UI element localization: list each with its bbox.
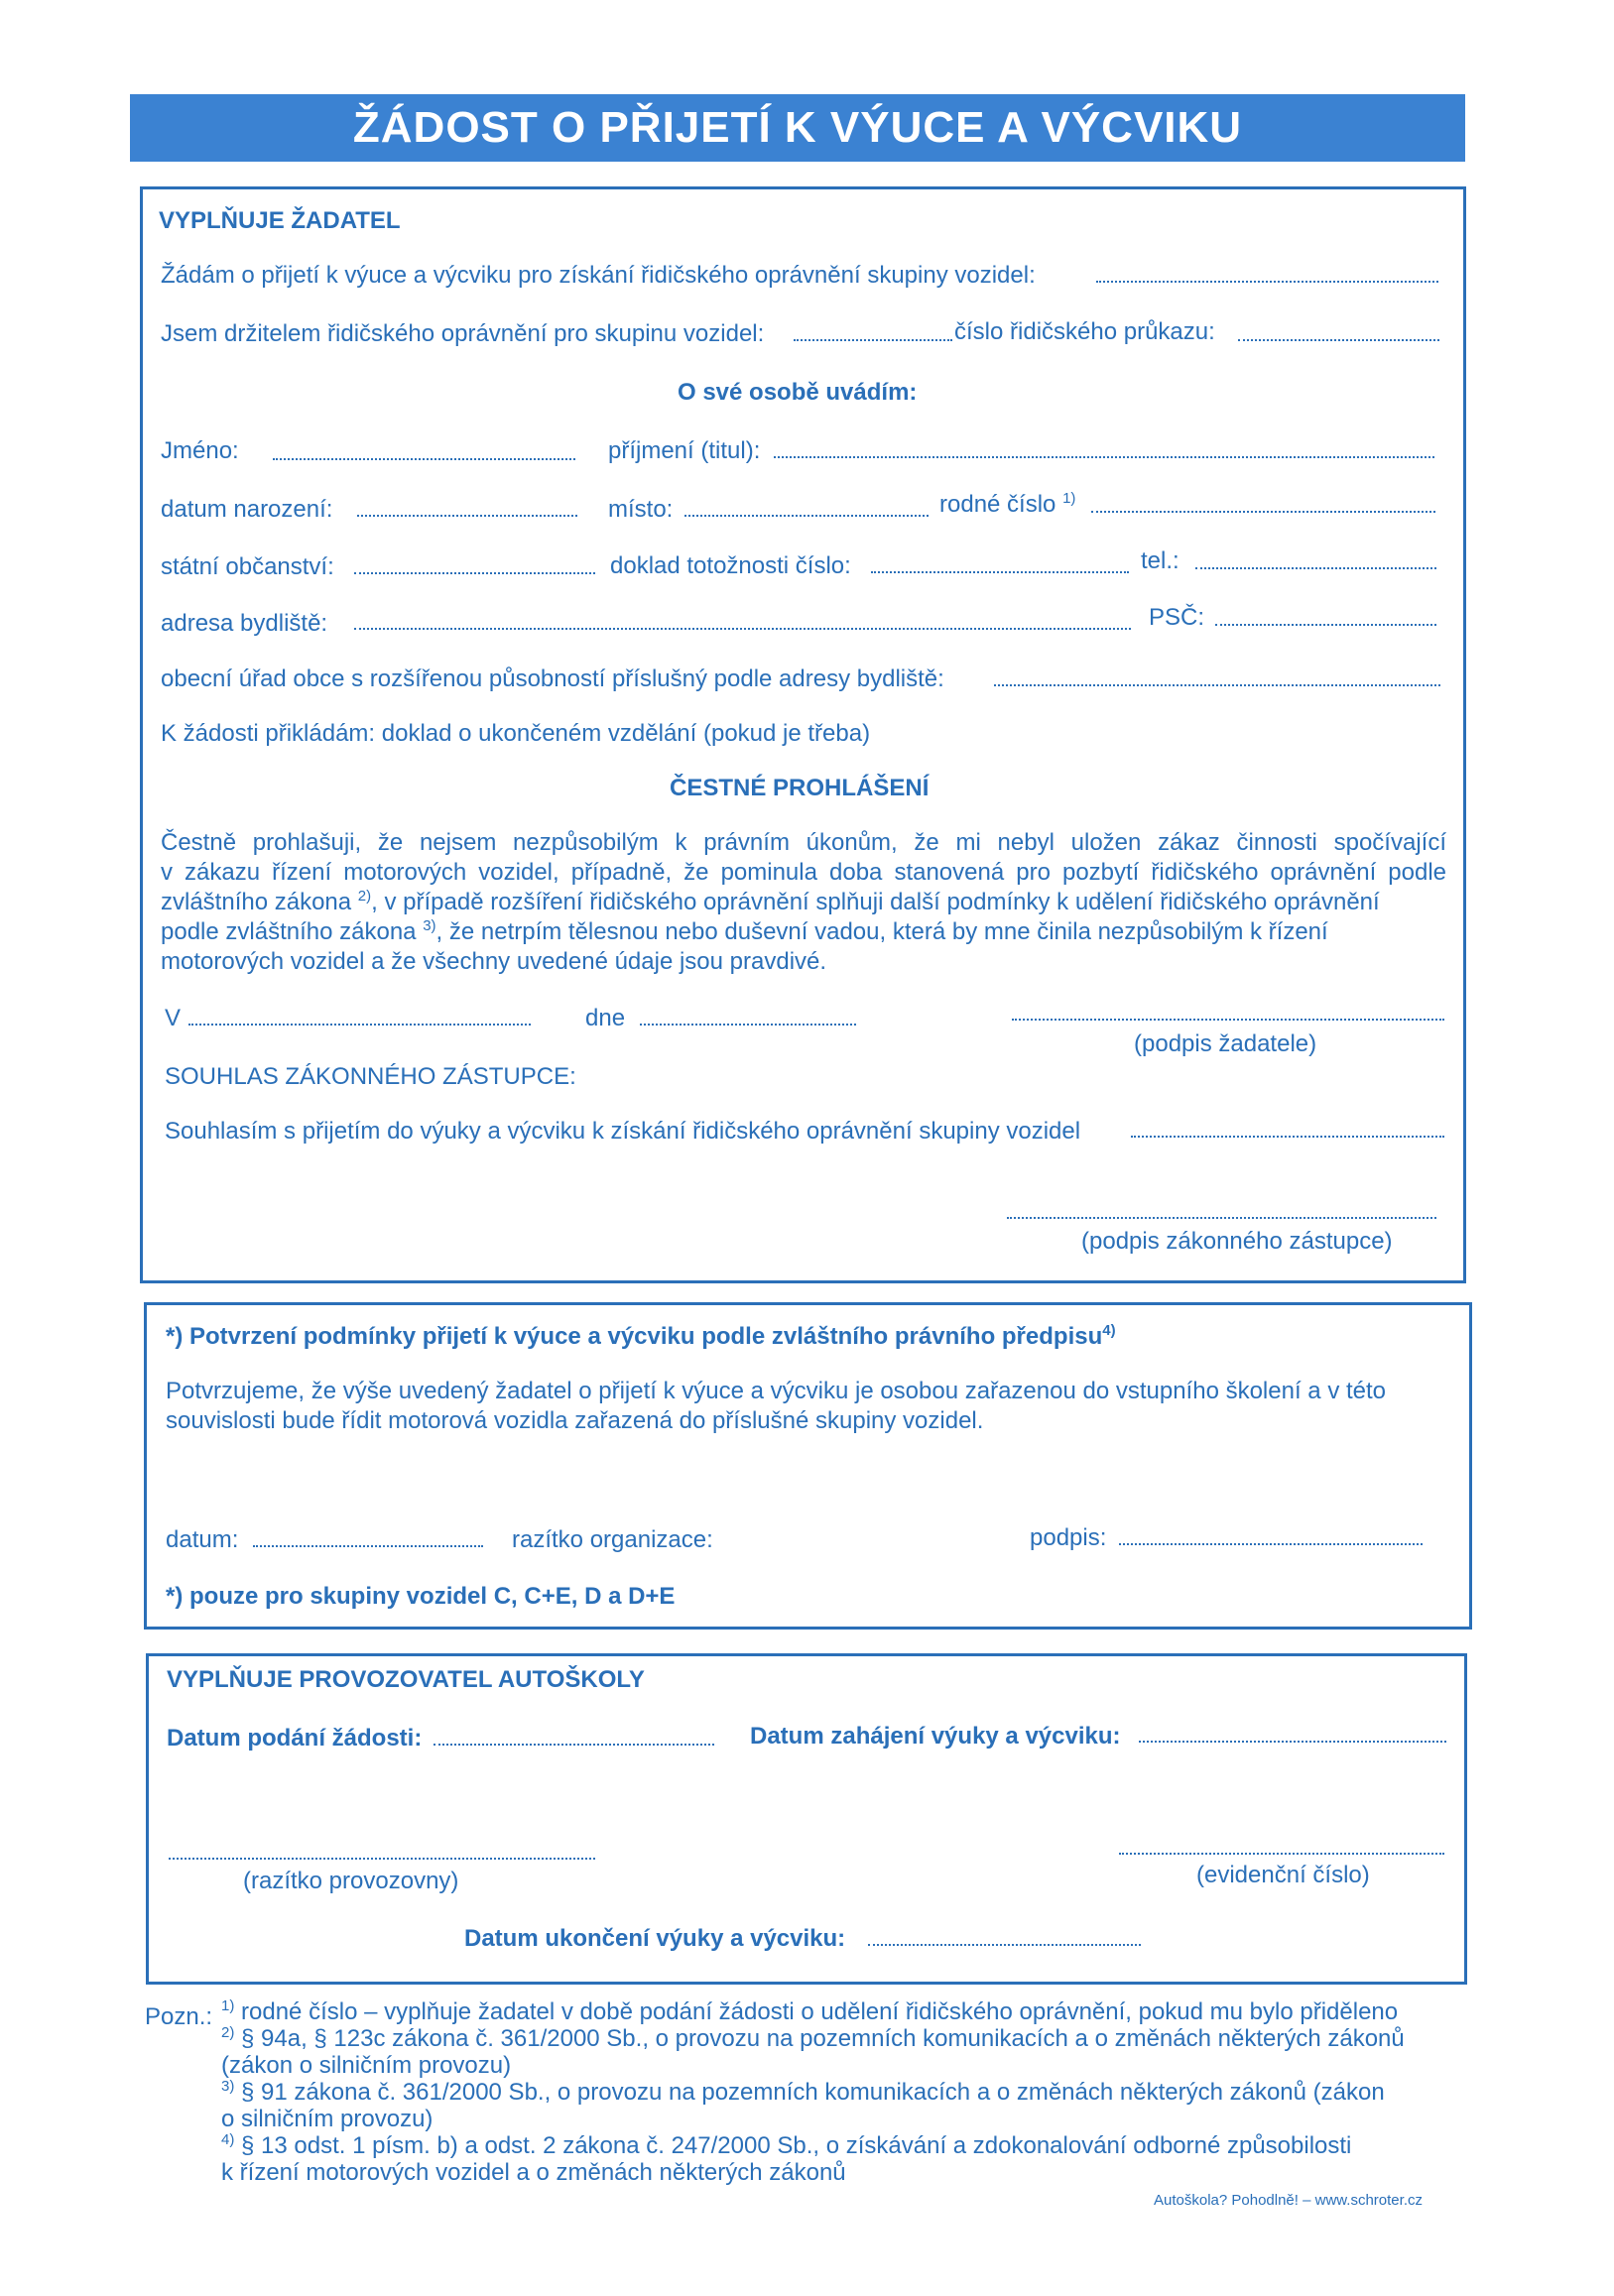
held-group-field[interactable] [794, 339, 952, 341]
note-3-cont: o silničním provozu) [221, 2106, 434, 2132]
guardian-signature-label: (podpis zákonného zástupce) [1081, 1228, 1393, 1255]
guardian-text: Souhlasím s přijetím do výuky a výcviku k získání řidičského oprávnění skupiny vozidel [165, 1118, 1081, 1145]
declaration-line-1: Čestně prohlašuji, že nejsem nezpůsobilým k právním úkonům, že mi nebyl uložen zákaz činnosti spočívající [161, 829, 1446, 856]
guardian-heading: SOUHLAS ZÁKONNÉHO ZÁSTUPCE: [165, 1063, 576, 1090]
postal-code-field[interactable] [1215, 624, 1436, 626]
personal-heading: O své osobě uvádím: [678, 379, 918, 406]
end-date-field[interactable] [868, 1944, 1141, 1946]
end-date-label: Datum ukončení výuky a výcviku: [464, 1925, 846, 1952]
submission-date-label: Datum podání žádosti: [167, 1725, 423, 1752]
municipal-office-field[interactable] [994, 684, 1440, 686]
note-1: $^{1)}$ rodné číslo – vyplňuje žadatel v době podání žádosti o udělení řidičského oprávnění, pokud mu bylo přiděleno [221, 1997, 1399, 2025]
surname-label: příjmení (titul): [608, 437, 761, 464]
confirmation-signature-field[interactable] [1119, 1543, 1423, 1545]
registry-number-field[interactable] [1119, 1853, 1444, 1855]
citizenship-field[interactable] [354, 572, 595, 574]
confirmation-signature-label: podpis: [1030, 1524, 1107, 1551]
postal-code-label: PSČ: [1149, 604, 1205, 631]
declaration-line-5: motorových vozidel a že všechny uvedené údaje jsou pravdivé. [161, 948, 827, 975]
address-label: adresa bydliště: [161, 610, 328, 637]
phone-label: tel.: [1141, 547, 1179, 574]
surname-field[interactable] [774, 456, 1434, 458]
place-field[interactable] [684, 515, 929, 517]
applicant-heading: VYPLŇUJE ŽADATEL [159, 207, 401, 234]
confirmation-footnote: *) pouze pro skupiny vozidel C, C+E, D a D+E [166, 1583, 676, 1610]
place-label: místo: [608, 496, 674, 523]
birth-number-field[interactable] [1091, 511, 1435, 513]
note-2-cont: (zákon o silničním provozu) [221, 2052, 512, 2079]
note-2: $^{2)}$ § 94a, § 123c zákona č. 361/2000 Sb., o provozu na pozemních komunikacích a o změnách některých zákonů [221, 2024, 1405, 2052]
school-stamp-label: (razítko provozovny) [243, 1868, 459, 1894]
note-3: $^{3)}$ § 91 zákona č. 361/2000 Sb., o provozu na pozemních komunikacích a o změnách některých zákonů (zákon [221, 2078, 1385, 2106]
school-heading: VYPLŇUJE PROVOZOVATEL AUTOŠKOLY [167, 1666, 645, 1693]
date-signed-label: dne [585, 1005, 626, 1031]
phone-field[interactable] [1195, 567, 1436, 569]
attachment-text: K žádosti přikládám: doklad o ukončeném vzdělání (pokud je třeba) [161, 720, 871, 747]
license-number-label: číslo řidičského průkazu: [954, 318, 1215, 345]
citizenship-label: státní občanství: [161, 553, 334, 580]
birth-date-field[interactable] [357, 515, 577, 517]
id-document-field[interactable] [871, 571, 1129, 573]
confirmation-text-line-1: Potvrzujeme, že výše uvedený žadatel o přijetí k výuce a výcviku je osobou zařazenou do vstupního školení a v této [166, 1378, 1387, 1404]
guardian-vehicle-group-field[interactable] [1131, 1136, 1444, 1138]
declaration-line-2: v zákazu řízení motorových vozidel, případně, že pominula doba stanovená pro pozbytí řidičského oprávnění podle [161, 859, 1446, 886]
vehicle-group-field[interactable] [1096, 281, 1438, 283]
note-4-cont: k řízení motorových vozidel a o změnách některých zákonů [221, 2159, 846, 2186]
declaration-heading: ČESTNÉ PROHLÁŠENÍ [670, 775, 930, 801]
request-text: Žádám o přijetí k výuce a výcviku pro získání řidičského oprávnění skupiny vozidel: [161, 262, 1036, 289]
confirmation-date-label: datum: [166, 1526, 239, 1553]
applicant-signature-label: (podpis žadatele) [1134, 1030, 1317, 1057]
id-document-label: doklad totožnosti číslo: [610, 552, 851, 579]
place-signed-field[interactable] [188, 1024, 531, 1026]
note-4: $^{4)}$ § 13 odst. 1 písm. b) a odst. 2 zákona č. 247/2000 Sb., o získávání a zdokonalování odborné způsobilosti [221, 2131, 1352, 2159]
municipal-office-label: obecní úřad obce s rozšířenou působností příslušný podle adresy bydliště: [161, 665, 944, 692]
date-signed-field[interactable] [640, 1024, 856, 1026]
name-label: Jméno: [161, 437, 239, 464]
guardian-signature-field[interactable] [1007, 1217, 1436, 1219]
birth-date-label: datum narození: [161, 496, 333, 523]
birth-number-label: rodné číslo $^{1)}$ [939, 490, 1076, 518]
organization-stamp-label: razítko organizace: [512, 1526, 713, 1553]
start-date-label: Datum zahájení výuky a výcviku: [750, 1723, 1121, 1750]
confirmation-text-line-2: souvislosti bude řídit motorová vozidla zařazená do příslušné skupiny vozidel. [166, 1407, 984, 1434]
name-field[interactable] [273, 458, 575, 460]
confirmation-heading: *) Potvrzení podmínky přijetí k výuce a výcviku podle zvláštního právního předpisu$^{4)}$ [166, 1322, 1116, 1350]
place-signed-label: V [165, 1005, 182, 1031]
declaration-line-4: podle zvláštního zákona $^{3)}$, že netrpím tělesnou nebo duševní vadou, která by mne činila nezpůsobilým k řízení [161, 917, 1328, 945]
address-field[interactable] [354, 628, 1131, 630]
footer-credit: Autoškola? Pohodlně! – www.schroter.cz [1154, 2192, 1423, 2209]
holder-text: Jsem držitelem řidičského oprávnění pro skupinu vozidel: [161, 320, 765, 347]
declaration-line-3: zvláštního zákona $^{2)}$, v případě rozšíření řidičského oprávnění splňuji další podmínky k udělení řidičského oprávnění [161, 888, 1380, 915]
applicant-signature-field[interactable] [1012, 1019, 1444, 1021]
notes-label: Pozn.: [145, 2003, 213, 2030]
submission-date-field[interactable] [434, 1744, 714, 1746]
school-stamp-field[interactable] [169, 1858, 595, 1860]
start-date-field[interactable] [1139, 1741, 1446, 1743]
confirmation-date-field[interactable] [253, 1545, 483, 1547]
form-title: ŽÁDOST O PŘIJETÍ K VÝUCE A VÝCVIKU [130, 94, 1465, 162]
license-number-field[interactable] [1238, 339, 1439, 341]
registry-number-label: (evidenční číslo) [1196, 1862, 1370, 1888]
declaration-text [161, 828, 1446, 977]
